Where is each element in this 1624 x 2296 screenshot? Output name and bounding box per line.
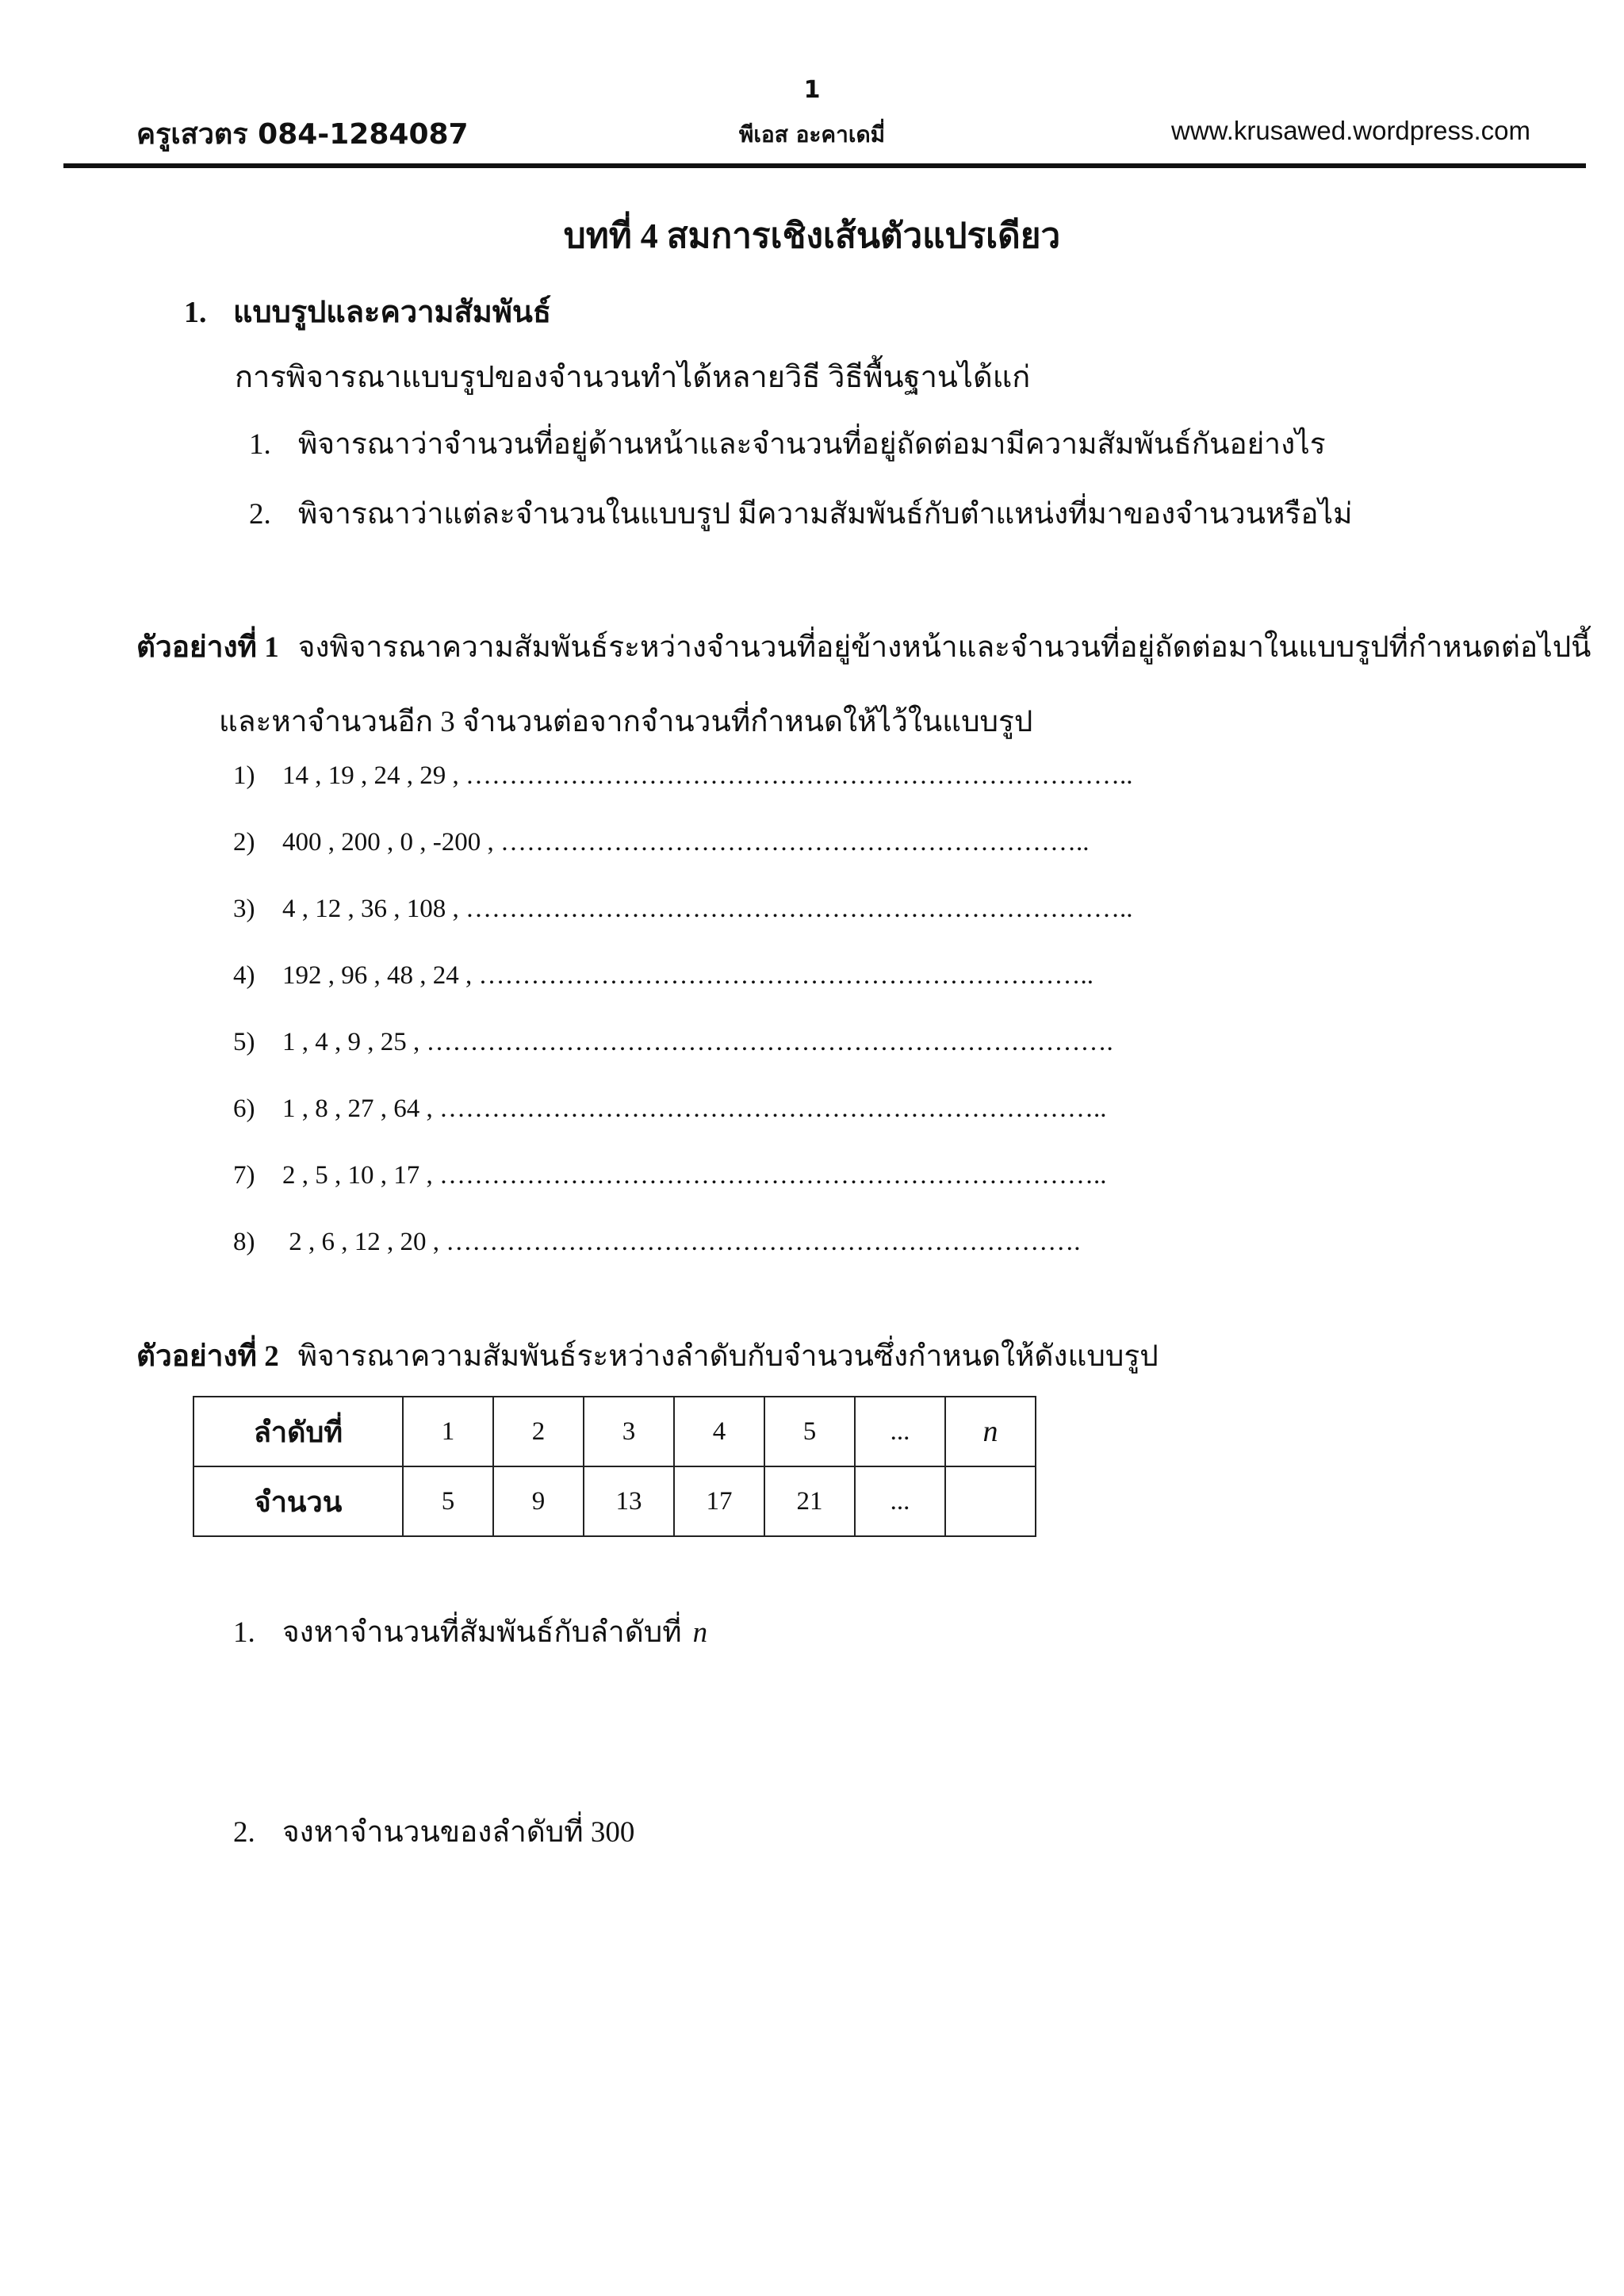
sequence-item [233,761,1133,791]
table-cell: 3 [584,1397,674,1466]
sequence-item [233,1094,1107,1124]
sequence-text: 1 , 4 , 9 , 25 , ……………………………………………………………………. [282,1028,1113,1056]
table-cell: 21 [764,1466,855,1536]
sequence-item [233,1228,1081,1257]
question-text: จงหาจำนวนที่สัมพันธ์กับลำดับที่ [282,1616,682,1649]
section-title: แบบรูปและความสัมพันธ์ [233,296,552,329]
sequence-number: 1) [233,761,255,790]
table-row-header: จำนวน [193,1466,403,1536]
sequence-number: 3) [233,895,255,923]
page-number: 1 [803,76,821,104]
sequence-text: 14 , 19 , 24 , 29 , ………………………………………………………………….. [282,761,1133,790]
method-item [249,490,1352,537]
sequence-number: 8) [233,1228,255,1256]
table-cell: 17 [674,1466,764,1536]
question-item [233,1608,707,1655]
question-text: จงหาจำนวนของลำดับที่ 300 [282,1816,635,1849]
sequence-number: 2) [233,828,255,857]
table-cell: ... [855,1466,945,1536]
sequence-text: 2 , 6 , 12 , 20 , ………………………………………………………………. [282,1228,1081,1256]
chapter-title: บทที่ 4 สมการเชิงเส้นตัวแปรเดียว [563,217,1061,255]
sequence-text: 1 , 8 , 27 , 64 , ………………………………………………………………….. [282,1094,1107,1123]
table-cell: 5 [403,1466,493,1536]
sequence-text: 192 , 96 , 48 , 24 , …………………………………………………………….. [282,961,1094,990]
table-cell: 5 [764,1397,855,1466]
sequence-text: 4 , 12 , 36 , 108 , ………………………………………………………………….. [282,895,1133,923]
method-number: 1. [249,428,271,461]
table-row [193,1397,1036,1466]
website-url: www.krusawed.wordpress.com [1171,116,1530,145]
sequence-number: 4) [233,961,255,990]
table-cell [945,1466,1036,1536]
question-number: 1. [233,1616,255,1649]
table-row [193,1466,1036,1536]
table-cell: 1 [403,1397,493,1466]
example1-text-cont: และหาจำนวนอีก 3 จำนวนต่อจากจำนวนที่กำหนดให้ไว้ในแบบรูป [219,706,1033,738]
sequence-number: 6) [233,1094,255,1123]
example2-label: ตัวอย่างที่ 2 [136,1340,279,1373]
example2-heading [136,1332,1159,1379]
method-item [249,420,1326,467]
sequence-item [233,961,1094,991]
example1-text: จงพิจารณาความสัมพันธ์ระหว่างจำนวนที่อยู่ข้างหน้าและจำนวนที่อยู่ถัดต่อมาในแบบรูปที่กำหนดต่อไปนี้ [297,631,1591,664]
question-number: 2. [233,1816,255,1849]
sequence-text: 2 , 5 , 10 , 17 , ………………………………………………………………….. [282,1161,1107,1190]
sequence-item [233,895,1133,924]
method-text: พิจารณาว่าแต่ละจำนวนในแบบรูป มีความสัมพันธ์กับตำแหน่งที่มาของจำนวนหรือไม่ [298,498,1353,531]
table-cell: 9 [493,1466,584,1536]
sequence-number: 5) [233,1028,255,1056]
table-cell: 13 [584,1466,674,1536]
example1-label: ตัวอย่างที่ 1 [136,631,279,664]
pattern-table [193,1396,1036,1537]
sequence-number: 7) [233,1161,255,1190]
sequence-text: 400 , 200 , 0 , -200 , ………………………………………………………….. [282,828,1090,857]
example1-heading [136,623,1591,670]
header-divider [63,163,1586,168]
section-heading [184,287,551,335]
table-cell: ... [855,1397,945,1466]
table-row-header: ลำดับที่ [193,1397,403,1466]
section-number: 1. [184,296,207,329]
section-intro: การพิจารณาแบบรูปของจำนวนทำได้หลายวิธี วิธีพื้นฐานได้แก่ [235,361,1031,394]
example2-text: พิจารณาความสัมพันธ์ระหว่างลำดับกับจำนวนซึ่งกำหนดให้ดังแบบรูป [297,1340,1159,1373]
sequence-item [233,1161,1107,1190]
teacher-contact: ครูเสวตร 084-1284087 [136,118,469,151]
question-variable: n [692,1616,708,1649]
sequence-item [233,1028,1113,1057]
academy-name: พีเอส อะคาเดมี่ [738,121,886,148]
method-text: พิจารณาว่าจำนวนที่อยู่ด้านหน้าและจำนวนที่อยู่ถัดต่อมามีความสัมพันธ์กันอย่างไร [298,428,1326,461]
method-number: 2. [249,498,271,531]
table-cell: 2 [493,1397,584,1466]
table-cell: 4 [674,1397,764,1466]
sequence-item [233,828,1090,857]
question-item [233,1808,634,1855]
table-cell: n [945,1397,1036,1466]
